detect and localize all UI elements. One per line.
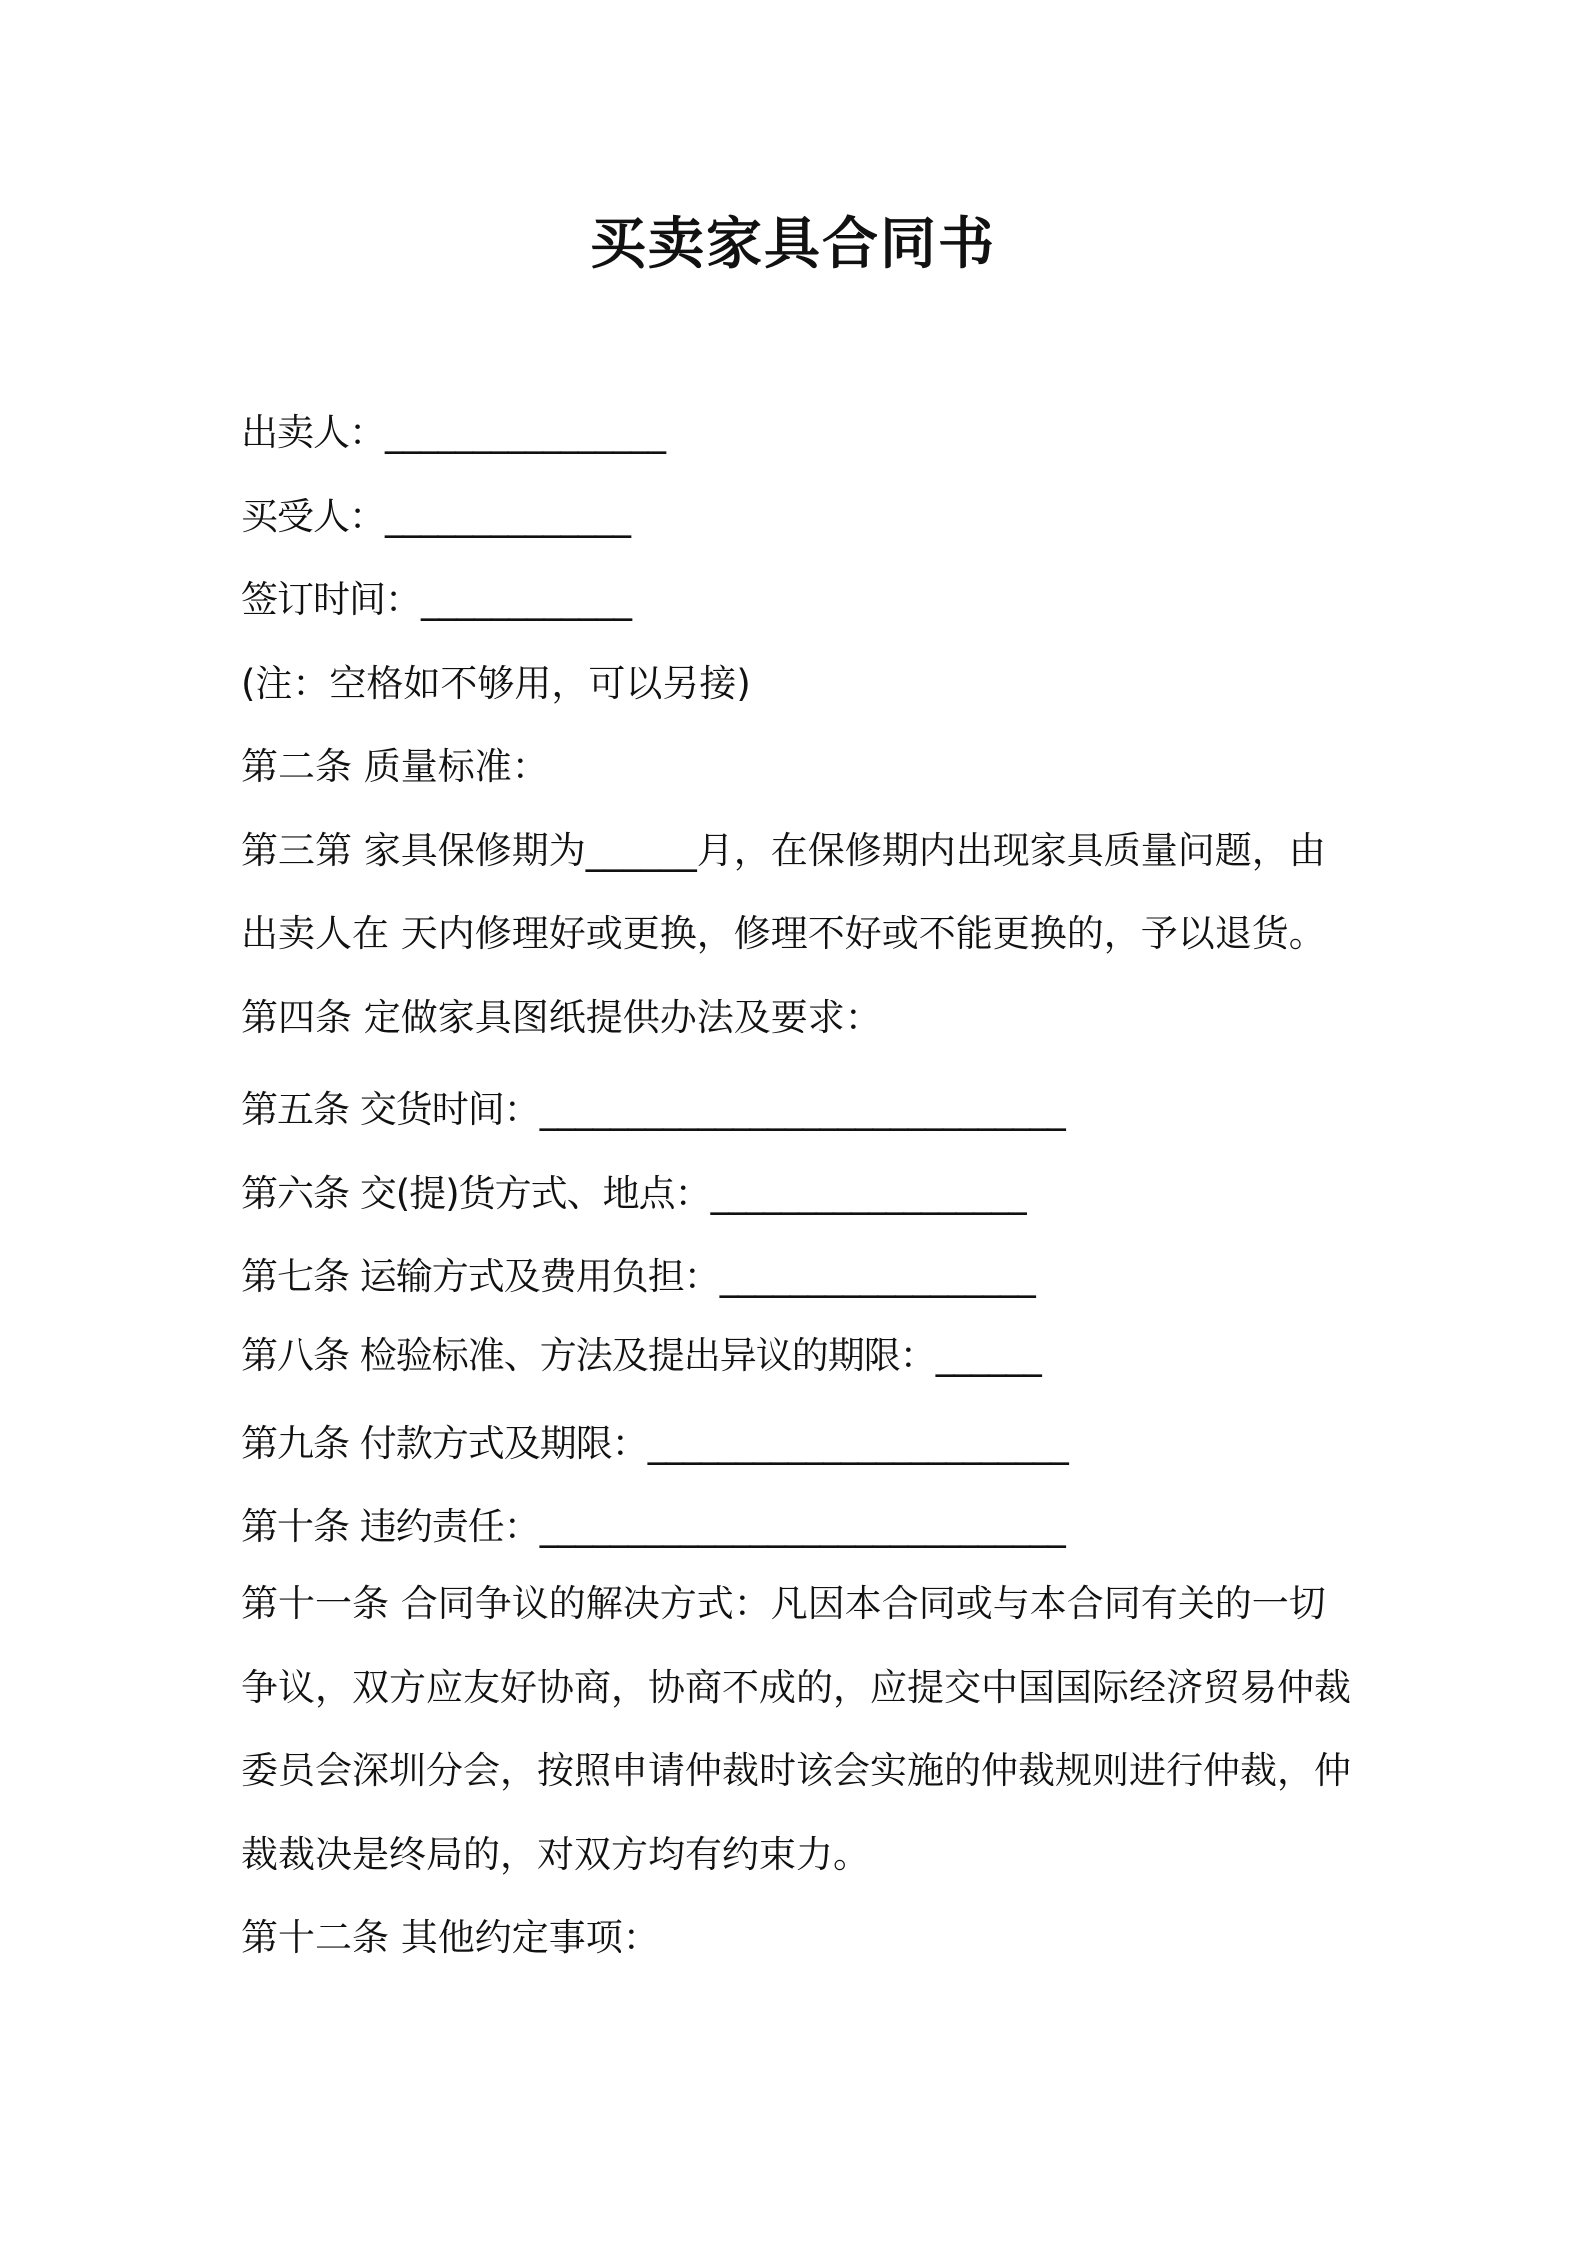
document-title: 买卖家具合同书 — [590, 212, 996, 277]
article-12-line: 第十二条 其他约定事项： — [241, 1916, 660, 1959]
signing-date-line: 签订时间：____________ — [241, 578, 631, 621]
article-11-line-4: 裁裁决是终局的，对双方均有约束力。 — [241, 1833, 870, 1876]
article-4-line: 第四条 定做家具图纸提供办法及要求： — [241, 996, 882, 1039]
article-2-line: 第二条 质量标准： — [241, 745, 549, 788]
article-3-line-2: 出卖人在 天内修理好或更换，修理不好或不能更换的，予以退货。 — [241, 912, 1326, 955]
article-9-line: 第九条 付款方式及期限：________________________ — [241, 1422, 1068, 1465]
article-11-line-1: 第十一条 合同争议的解决方式：凡因本合同或与本合同有关的一切 — [241, 1582, 1326, 1625]
buyer-line: 买受人：______________ — [241, 495, 630, 538]
article-5-line: 第五条 交货时间：______________________________ — [241, 1088, 1065, 1131]
note-line: (注：空格如不够用，可以另接) — [241, 662, 751, 705]
article-6-line: 第六条 交(提)货方式、地点：__________________ — [241, 1172, 1026, 1215]
article-3-line-1: 第三第 家具保修期为______月，在保修期内出现家具质量问题，由 — [241, 829, 1326, 872]
article-10-line: 第十条 违约责任：______________________________ — [241, 1505, 1065, 1548]
seller-line: 出卖人：________________ — [241, 411, 665, 454]
article-7-line: 第七条 运输方式及费用负担：__________________ — [241, 1255, 1035, 1298]
article-11-line-2: 争议，双方应友好协商，协商不成的，应提交中国国际经济贸易仲裁 — [241, 1666, 1351, 1709]
article-11-line-3: 委员会深圳分会，按照申请仲裁时该会实施的仲裁规则进行仲裁，仲 — [241, 1749, 1351, 1792]
article-8-line: 第八条 检验标准、方法及提出异议的期限：______ — [241, 1334, 1041, 1377]
